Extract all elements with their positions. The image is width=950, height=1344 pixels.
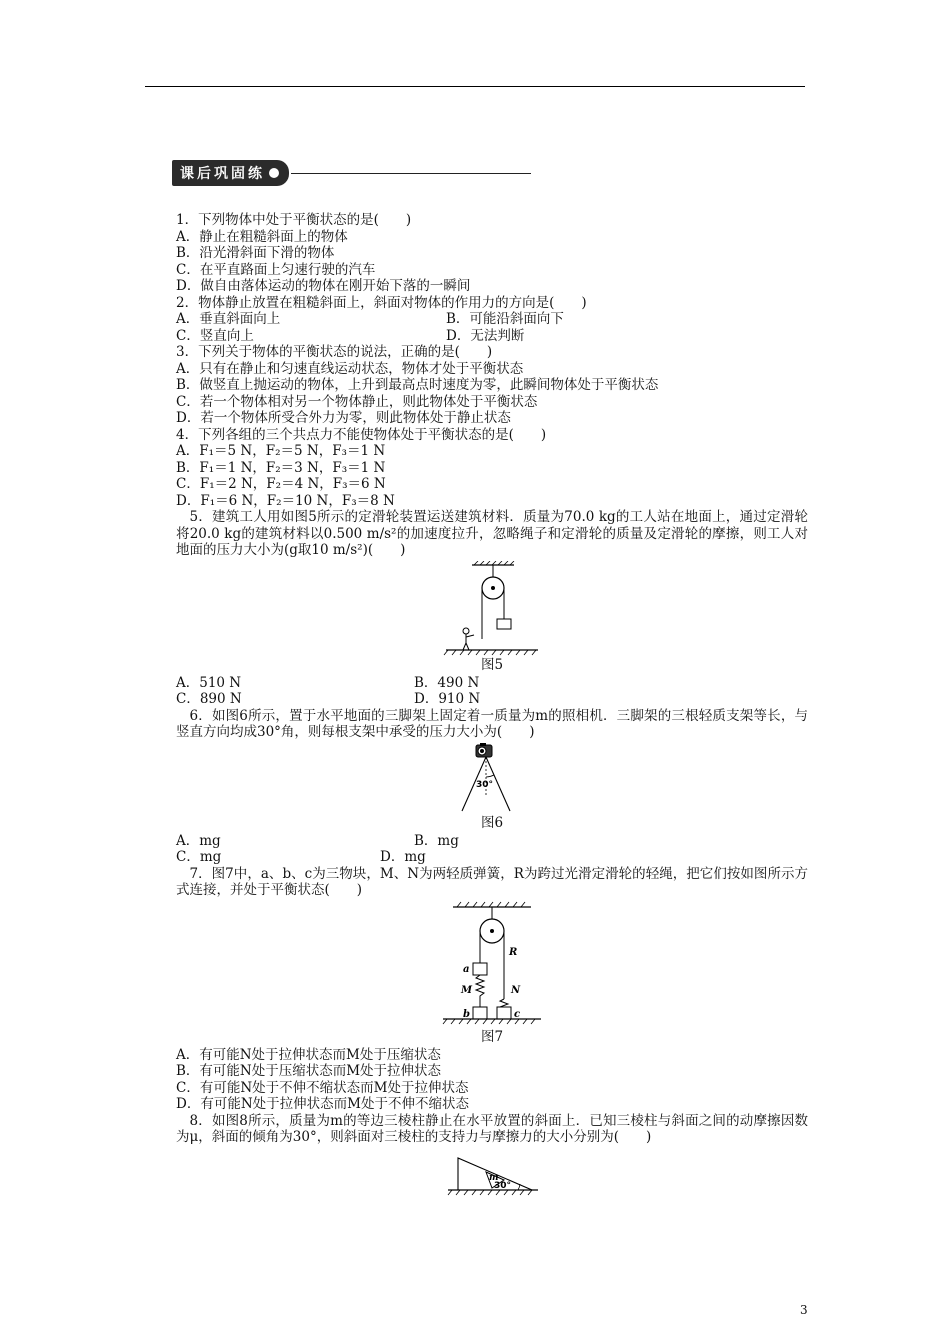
q2-option-a: A．垂直斜面向上 [176, 311, 281, 327]
q2-stem: 2．物体静止放置在粗糙斜面上，斜面对物体的作用力的方向是( ) [176, 294, 587, 311]
section-tag [172, 160, 289, 186]
label-N: N [511, 984, 521, 996]
q3-option-d: D．若一个物体所受合外力为零，则此物体处于静止状态 [176, 410, 511, 426]
header-rule [145, 86, 805, 87]
figure-8 [176, 1152, 808, 1200]
q5-options-row2 [176, 691, 808, 708]
q6-option-c: C．mg [176, 849, 222, 865]
q6-option-b: B．mg [414, 832, 459, 849]
q4-stem: 4．下列各组的三个共点力不能使物体处于平衡状态的是( ) [176, 426, 547, 443]
figure-5-caption: 图5 [480, 656, 504, 673]
pulley-diagram [442, 561, 542, 657]
prism-label-m: m [489, 1172, 499, 1183]
q3-option-b: B．做竖直上抛运动的物体，上升到最高点时速度为零，此瞬间物体处于平衡状态 [176, 377, 659, 393]
q4-option-b: B．F₁＝1 N，F₂＝3 N，F₃＝1 N [176, 459, 386, 476]
q2-options-row2 [176, 328, 808, 345]
figure-6-caption: 图6 [480, 814, 504, 831]
q6-options-row1 [176, 833, 808, 850]
q4-option-d: D．F₁＝6 N，F₂＝10 N，F₃＝8 N [176, 492, 395, 509]
section-underline [291, 173, 531, 174]
q2-option-c: C．竖直向上 [176, 327, 254, 344]
q6-options-row2 [176, 849, 808, 866]
q3-option-c: C．若一个物体相对另一个物体静止，则此物体处于平衡状态 [176, 393, 538, 410]
label-b: b [463, 1008, 470, 1020]
q5-option-a: A．510 N [176, 674, 242, 691]
q1-option-c: C．在平直路面上匀速行驶的汽车 [176, 261, 376, 278]
tripod-angle-label: 30° [476, 779, 494, 790]
q4-option-c: C．F₁＝2 N，F₂＝4 N，F₃＝6 N [176, 476, 386, 492]
q5-stem: 5．建筑工人用如图5所示的定滑轮装置运送建筑材料．质量为70.0 kg的工人站在地面上，通过定滑轮将20.0 kg的建筑材料以0.500 m/s²的加速度拉升，忽略绳子和定滑轮的质量及定滑轮的摩擦，则工人对地面的压力大小为(g取10 m/s²)( ) [176, 509, 808, 558]
q6-option-d: D．mg [380, 849, 426, 865]
q2-option-b: B．可能沿斜面向下 [446, 311, 564, 327]
section-header [172, 160, 531, 186]
spring-pulley-diagram [437, 901, 547, 1029]
q7-option-a: A．有可能N处于拉伸状态而M处于压缩状态 [176, 1046, 441, 1063]
tripod-diagram [452, 743, 532, 815]
q5-options-row1 [176, 675, 808, 692]
incline-angle-label: 30° [494, 1180, 512, 1191]
q2-options-row1 [176, 311, 808, 328]
q5-option-b: B．490 N [414, 674, 480, 691]
incline-diagram [442, 1152, 542, 1200]
section-title: 课后巩固练 [180, 166, 265, 182]
figure-7 [176, 901, 808, 1045]
figure-6 [176, 743, 808, 831]
label-a: a [463, 963, 470, 975]
exercise-content [176, 212, 808, 1202]
figure-5 [176, 561, 808, 673]
q5-option-c: C．890 N [176, 691, 242, 707]
q5-option-d: D．910 N [414, 691, 481, 707]
figure-7-caption: 图7 [480, 1028, 504, 1045]
q8-stem: 8．如图8所示，质量为m的等边三棱柱静止在水平放置的斜面上．已知三棱柱与斜面之间的动摩擦因数为μ，斜面的倾角为30°，则斜面对三棱柱的支持力与摩擦力的大小分别为( ) [176, 1112, 808, 1145]
q4-option-a: A．F₁＝5 N，F₂＝5 N，F₃＝1 N [176, 443, 386, 459]
q2-option-d: D．无法判断 [446, 327, 525, 344]
q7-stem: 7．图7中，a、b、c为三物块，M、N为两轻质弹簧，R为跨过光滑定滑轮的轻绳，把它们按如图所示方式连接，并处于平衡状态( ) [176, 865, 808, 898]
q3-stem: 3．下列关于物体的平衡状态的说法，正确的是( ) [176, 344, 493, 360]
page-number: 3 [800, 1303, 808, 1317]
q7-option-b: B．有可能N处于压缩状态而M处于拉伸状态 [176, 1063, 442, 1079]
q3-option-a: A．只有在静止和匀速直线运动状态，物体才处于平衡状态 [176, 360, 524, 377]
label-R: R [509, 946, 518, 958]
q1-option-a: A．静止在粗糙斜面上的物体 [176, 228, 348, 245]
q6-option-a: A．mg [176, 832, 221, 849]
q1-option-d: D．做自由落体运动的物体在刚开始下落的一瞬间 [176, 278, 471, 294]
q1-stem: 1．下列物体中处于平衡状态的是( ) [176, 212, 412, 228]
q7-option-c: C．有可能N处于不伸不缩状态而M处于拉伸状态 [176, 1079, 469, 1096]
bullet-dot-icon [269, 168, 279, 178]
q1-option-b: B．沿光滑斜面下滑的物体 [176, 245, 335, 261]
q6-stem: 6．如图6所示，置于水平地面的三脚架上固定着一质量为m的照相机．三脚架的三根轻质支架等长，与竖直方向均成30°角，则每根支架中承受的压力大小为( ) [176, 707, 808, 740]
label-c: c [514, 1008, 521, 1020]
q7-option-d: D．有可能N处于拉伸状态而M处于不伸不缩状态 [176, 1096, 469, 1112]
label-M: M [461, 984, 473, 996]
